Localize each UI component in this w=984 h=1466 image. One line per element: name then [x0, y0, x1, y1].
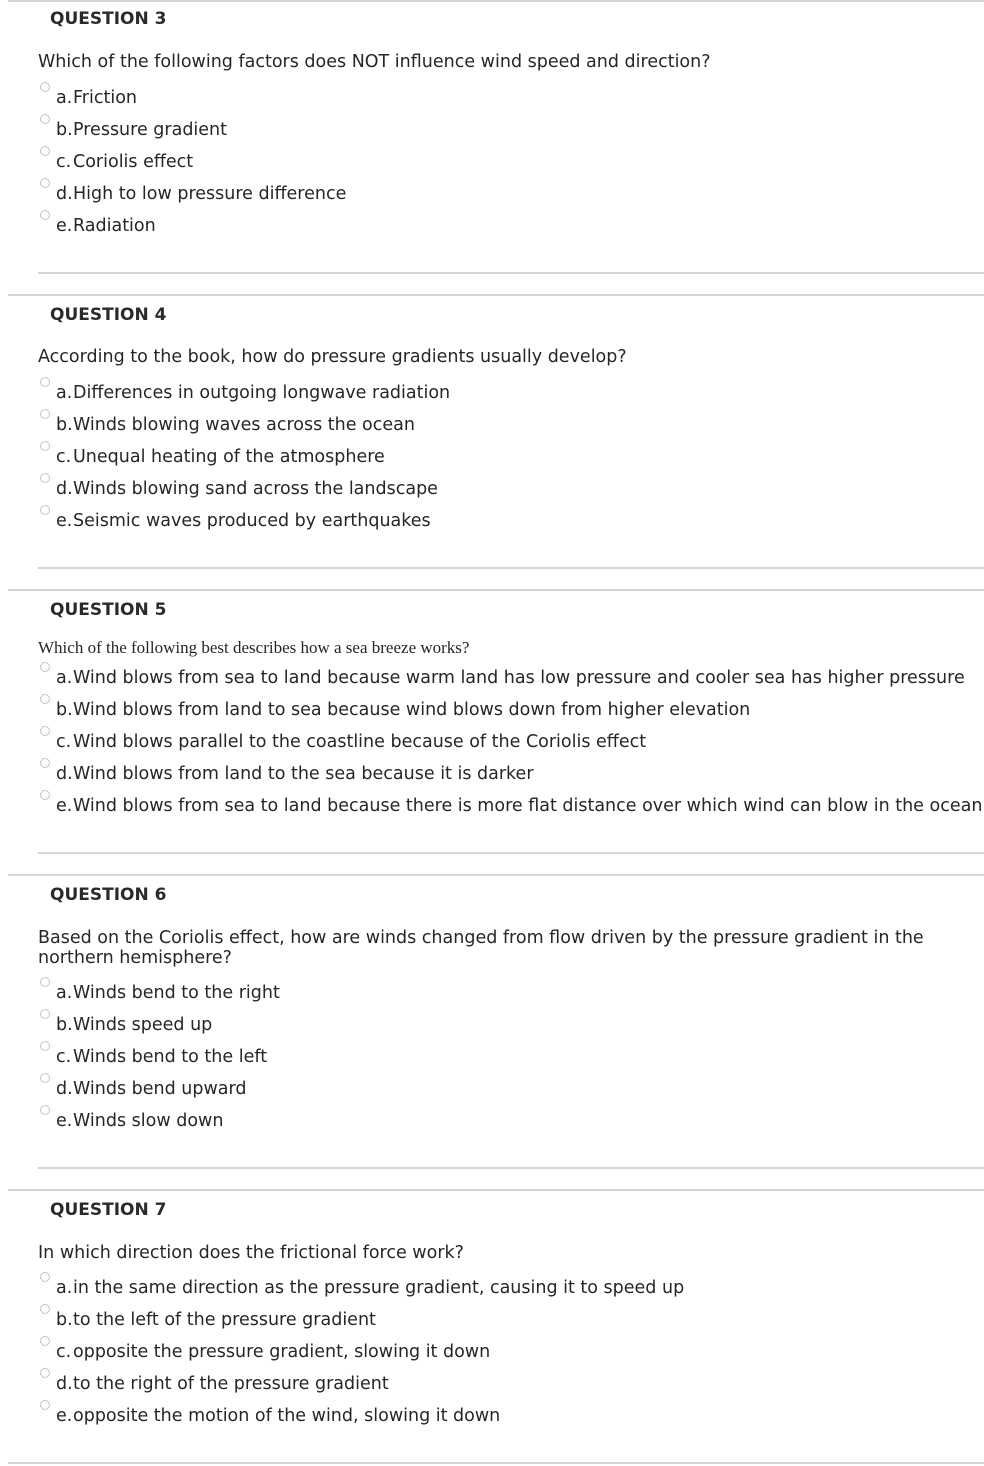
- question-title: QUESTION 6: [50, 885, 167, 905]
- option-label[interactable]: in the same direction as the pressure gradient, causing it to speed up: [73, 1278, 685, 1298]
- option-label[interactable]: Winds blowing waves across the ocean: [73, 415, 415, 435]
- radio-button-icon[interactable]: [40, 473, 50, 483]
- option-label[interactable]: Winds speed up: [73, 1015, 213, 1035]
- question-title: QUESTION 4: [50, 305, 167, 325]
- option-label[interactable]: Winds blowing sand across the landscape: [73, 479, 438, 499]
- option-label[interactable]: Winds bend upward: [73, 1079, 247, 1099]
- radio-button-icon[interactable]: [40, 409, 50, 419]
- radio-button-icon[interactable]: [40, 441, 50, 451]
- radio-button-icon[interactable]: [40, 662, 50, 672]
- question-divider: [8, 589, 984, 591]
- radio-button-icon[interactable]: [40, 977, 50, 987]
- option-letter: d.: [56, 1374, 73, 1394]
- option-label[interactable]: Wind blows from land to the sea because it is darker: [73, 764, 534, 784]
- question-text: Which of the following factors does NOT influence wind speed and direction?: [38, 52, 711, 72]
- radio-button-icon[interactable]: [40, 146, 50, 156]
- radio-button-icon[interactable]: [40, 1009, 50, 1019]
- question-divider: [38, 567, 984, 569]
- radio-button-icon[interactable]: [40, 1368, 50, 1378]
- option-label[interactable]: Friction: [73, 88, 137, 108]
- option-label[interactable]: Wind blows from land to sea because wind blows down from higher elevation: [73, 700, 751, 720]
- option-label[interactable]: Wind blows from sea to land because there is more flat distance over which wind can blow in the ocean: [73, 796, 983, 816]
- question-text: Which of the following best describes how a sea breeze works?: [38, 638, 470, 657]
- option-letter: c.: [56, 1342, 72, 1362]
- question-divider: [38, 852, 984, 854]
- radio-button-icon[interactable]: [40, 1304, 50, 1314]
- radio-button-icon[interactable]: [40, 726, 50, 736]
- option-label[interactable]: Differences in outgoing longwave radiation: [73, 383, 451, 403]
- question-divider: [8, 1189, 984, 1191]
- question-divider: [8, 294, 984, 296]
- option-letter: b.: [56, 1015, 73, 1035]
- option-letter: c.: [56, 447, 72, 467]
- question-text: In which direction does the frictional force work?: [38, 1243, 464, 1263]
- option-label[interactable]: opposite the pressure gradient, slowing it down: [73, 1342, 491, 1362]
- radio-button-icon[interactable]: [40, 1041, 50, 1051]
- question-title: QUESTION 3: [50, 9, 167, 29]
- bottom-divider: [8, 1462, 984, 1464]
- option-label[interactable]: to the right of the pressure gradient: [73, 1374, 389, 1394]
- radio-button-icon[interactable]: [40, 114, 50, 124]
- option-label[interactable]: Coriolis effect: [73, 152, 194, 172]
- option-letter: b.: [56, 700, 73, 720]
- option-label[interactable]: Winds bend to the right: [73, 983, 280, 1003]
- option-letter: c.: [56, 732, 72, 752]
- option-letter: d.: [56, 479, 73, 499]
- option-letter: d.: [56, 1079, 73, 1099]
- radio-button-icon[interactable]: [40, 1400, 50, 1410]
- option-label[interactable]: Wind blows from sea to land because warm land has low pressure and cooler sea has higher pressure: [73, 668, 965, 688]
- option-letter: e.: [56, 796, 73, 816]
- question-divider: [8, 874, 984, 876]
- option-label[interactable]: Seismic waves produced by earthquakes: [73, 511, 431, 531]
- option-label[interactable]: High to low pressure difference: [73, 184, 347, 204]
- option-label[interactable]: Winds bend to the left: [73, 1047, 268, 1067]
- option-letter: e.: [56, 1406, 73, 1426]
- option-letter: a.: [56, 983, 73, 1003]
- option-letter: c.: [56, 152, 72, 172]
- option-letter: a.: [56, 1278, 73, 1298]
- top-divider: [8, 0, 984, 2]
- option-label[interactable]: Wind blows parallel to the coastline because of the Coriolis effect: [73, 732, 647, 752]
- option-letter: c.: [56, 1047, 72, 1067]
- question-title: QUESTION 5: [50, 600, 167, 620]
- option-label[interactable]: Radiation: [73, 216, 156, 236]
- option-label[interactable]: Pressure gradient: [73, 120, 228, 140]
- option-letter: a.: [56, 383, 73, 403]
- radio-button-icon[interactable]: [40, 758, 50, 768]
- radio-button-icon[interactable]: [40, 790, 50, 800]
- option-letter: b.: [56, 415, 73, 435]
- option-letter: b.: [56, 1310, 73, 1330]
- option-letter: d.: [56, 184, 73, 204]
- option-label[interactable]: Unequal heating of the atmosphere: [73, 447, 385, 467]
- radio-button-icon[interactable]: [40, 377, 50, 387]
- radio-button-icon[interactable]: [40, 1272, 50, 1282]
- radio-button-icon[interactable]: [40, 1073, 50, 1083]
- option-letter: a.: [56, 88, 73, 108]
- question-title: QUESTION 7: [50, 1200, 167, 1220]
- question-divider: [38, 1167, 984, 1169]
- radio-button-icon[interactable]: [40, 178, 50, 188]
- option-letter: e.: [56, 1111, 73, 1131]
- radio-button-icon[interactable]: [40, 505, 50, 515]
- question-text: According to the book, how do pressure gradients usually develop?: [38, 347, 627, 367]
- question-divider: [38, 272, 984, 274]
- radio-button-icon[interactable]: [40, 694, 50, 704]
- question-text: Based on the Coriolis effect, how are winds changed from flow driven by the pressure gradient in the northern hemisphere?: [38, 928, 924, 968]
- radio-button-icon[interactable]: [40, 1105, 50, 1115]
- option-letter: e.: [56, 511, 73, 531]
- option-label[interactable]: opposite the motion of the wind, slowing it down: [73, 1406, 501, 1426]
- radio-button-icon[interactable]: [40, 1336, 50, 1346]
- option-letter: d.: [56, 764, 73, 784]
- radio-button-icon[interactable]: [40, 82, 50, 92]
- option-label[interactable]: Winds slow down: [73, 1111, 224, 1131]
- option-letter: a.: [56, 668, 73, 688]
- radio-button-icon[interactable]: [40, 210, 50, 220]
- option-letter: e.: [56, 216, 73, 236]
- option-label[interactable]: to the left of the pressure gradient: [73, 1310, 376, 1330]
- option-letter: b.: [56, 120, 73, 140]
